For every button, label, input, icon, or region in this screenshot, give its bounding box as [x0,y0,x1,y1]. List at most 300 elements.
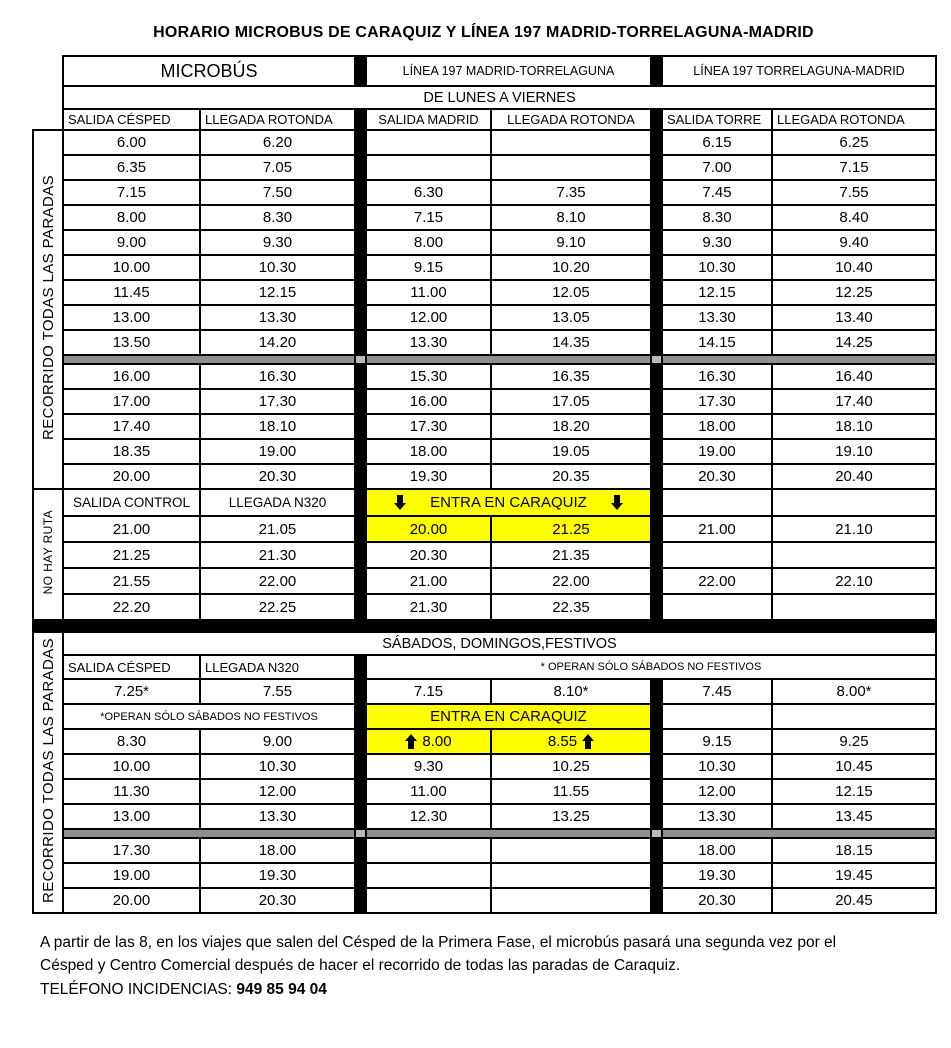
column-separator [355,704,366,729]
time-cell: 17.40 [63,414,200,439]
side-label-no-route [33,489,63,620]
table-row [33,594,936,620]
time-cell: 13.25 [491,804,651,829]
time-cell: 19.45 [772,863,936,888]
time-cell: 21.10 [772,516,936,542]
table-row [33,414,936,439]
table-row [33,364,936,389]
time-cell: 18.00 [366,439,491,464]
time-cell [491,863,651,888]
time-cell: 12.00 [366,305,491,330]
time-cell: 10.20 [491,255,651,280]
time-cell: 10.30 [200,754,355,779]
time-cell: 12.30 [366,804,491,829]
time-cell: 9.15 [662,729,772,754]
time-cell: 6.30 [366,180,491,205]
column-separator [355,729,366,754]
time-cell: 17.40 [772,389,936,414]
time-cell: 22.00 [662,568,772,594]
time-cell: 10.45 [772,754,936,779]
time-cell: 16.30 [662,364,772,389]
gap-row [662,355,936,364]
gap-row [366,829,651,838]
column-separator [355,679,366,704]
time-cell [662,542,772,568]
highlight-time-cell [491,729,651,754]
time-cell: 17.30 [662,389,772,414]
column-separator [651,516,662,542]
time-cell: 13.00 [63,305,200,330]
time-cell: 21.30 [366,594,491,620]
footer-note [40,931,951,1001]
header-linea-madrid-torrelaguna: LÍNEA 197 MADRID-TORRELAGUNA [366,56,651,86]
column-separator [651,568,662,594]
operan-note-left: *OPERAN SÓLO SÁBADOS NO FESTIVOS [63,704,355,729]
time-cell: 7.15 [63,180,200,205]
time-cell: 21.55 [63,568,200,594]
column-separator [651,754,662,779]
time-cell: 11.00 [366,280,491,305]
table-row [33,280,936,305]
table-row [33,130,936,155]
footer-phone [40,978,951,1001]
column-separator [355,888,366,913]
side-label-weekday [33,130,63,489]
table-row [33,863,936,888]
time-cell: 8.10 [491,205,651,230]
time-cell: 12.00 [662,779,772,804]
column-separator [651,389,662,414]
gap-row [63,829,355,838]
col-header-llegada-rotonda: LLEGADA ROTONDA [200,109,355,130]
column-separator [651,464,662,489]
table-row [33,838,936,863]
column-separator [355,439,366,464]
time-cell: 17.30 [366,414,491,439]
time-cell: 7.00 [662,155,772,180]
time-cell: 14.15 [662,330,772,355]
time-cell: 6.35 [63,155,200,180]
time-cell: 7.15 [366,679,491,704]
time-cell: 18.10 [200,414,355,439]
time-cell: 9.00 [63,230,200,255]
time-cell: 11.00 [366,779,491,804]
time-cell: 18.35 [63,439,200,464]
time-cell [491,130,651,155]
table-row [33,155,936,180]
time-cell: 8.00 [63,205,200,230]
cell-text: 8.55 [547,733,578,750]
time-cell: 19.30 [200,863,355,888]
time-cell: 18.10 [772,414,936,439]
column-separator [651,704,662,729]
col-header-llegada-rotonda: LLEGADA ROTONDA [491,109,651,130]
timetable-body [33,56,936,913]
side-label-text: RECORRIDO TODAS LAS PARADAS [39,174,57,441]
col-header-salida-torre: SALIDA TORRE [662,109,772,130]
time-cell: 20.30 [662,888,772,913]
col-header-llegada-n320: LLEGADA N320 [200,489,355,516]
time-cell: 21.35 [491,542,651,568]
column-separator [651,414,662,439]
col-header-llegada-n320: LLEGADA N320 [200,655,355,679]
col-header-salida-madrid: SALIDA MADRID [366,109,491,130]
time-cell: 20.40 [772,464,936,489]
column-separator [651,155,662,180]
time-cell: 13.30 [662,305,772,330]
column-separator [355,838,366,863]
section-divider [33,620,936,632]
time-cell: 13.30 [200,804,355,829]
column-separator [355,255,366,280]
column-separator [651,679,662,704]
column-separator [355,594,366,620]
highlight-time-cell: 21.25 [491,516,651,542]
column-separator [651,804,662,829]
time-cell: 16.30 [200,364,355,389]
time-cell: 8.00* [772,679,936,704]
table-row [33,86,936,109]
column-separator [355,280,366,305]
time-cell: 16.00 [366,389,491,414]
table-row [33,255,936,280]
time-cell: 9.30 [662,230,772,255]
arrow-up-icon [582,734,594,749]
cell-content [492,733,650,750]
time-cell: 20.30 [366,542,491,568]
table-row [33,779,936,804]
time-cell: 22.00 [491,568,651,594]
time-cell: 6.20 [200,130,355,155]
phone-number: 949 85 94 04 [236,980,327,998]
time-cell: 10.40 [772,255,936,280]
column-separator [651,305,662,330]
time-cell: 9.10 [491,230,651,255]
table-row [33,754,936,779]
time-cell: 7.15 [772,155,936,180]
time-cell: 18.00 [662,838,772,863]
table-row [33,464,936,489]
entra-caraquiz-header: ENTRA EN CARAQUIZ [366,704,651,729]
time-cell [772,704,936,729]
time-cell: 7.15 [366,205,491,230]
time-cell: 8.00 [366,230,491,255]
time-cell: 7.55 [200,679,355,704]
time-cell: 9.00 [200,729,355,754]
table-row [33,632,936,655]
time-cell: 13.45 [772,804,936,829]
column-separator [651,439,662,464]
table-row [33,729,936,754]
cell-text: ENTRA EN CARAQUIZ [430,494,587,511]
time-cell: 20.30 [200,464,355,489]
cell-content [367,494,650,511]
operan-note-right: * OPERAN SÓLO SÁBADOS NO FESTIVOS [366,655,936,679]
time-cell: 17.30 [200,389,355,414]
time-cell: 16.40 [772,364,936,389]
time-cell: 7.55 [772,180,936,205]
table-row [33,704,936,729]
column-separator [651,180,662,205]
col-header-llegada-rotonda: LLEGADA ROTONDA [772,109,936,130]
time-cell: 6.00 [63,130,200,155]
gap-row [366,355,651,364]
time-cell: 19.10 [772,439,936,464]
table-row [33,542,936,568]
entra-caraquiz-header [366,489,651,516]
highlight-time-cell: 20.00 [366,516,491,542]
column-separator [355,516,366,542]
arrow-down-icon [394,495,406,510]
time-cell [366,888,491,913]
gap-row [662,829,936,838]
time-cell: 7.45 [662,679,772,704]
time-cell: 19.30 [366,464,491,489]
footer-line1: A partir de las 8, en los viajes que salen del Césped de la Primera Fase, el microbús pasará una segunda vez por el [40,934,837,951]
table-row [33,439,936,464]
column-separator [651,594,662,620]
gap-row [63,355,355,364]
time-cell: 13.30 [366,330,491,355]
time-cell: 21.30 [200,542,355,568]
table-row [33,655,936,679]
column-separator [355,330,366,355]
time-cell: 7.25* [63,679,200,704]
time-cell: 14.35 [491,330,651,355]
table-row [33,389,936,414]
time-cell: 12.15 [200,280,355,305]
column-separator [355,542,366,568]
time-cell: 13.30 [662,804,772,829]
table-row [33,516,936,542]
time-cell: 9.30 [200,230,355,255]
time-cell: 10.30 [662,255,772,280]
time-cell: 22.10 [772,568,936,594]
time-cell [772,594,936,620]
column-separator [355,305,366,330]
time-cell: 8.30 [662,205,772,230]
time-cell: 22.20 [63,594,200,620]
column-separator [355,779,366,804]
time-cell: 20.30 [662,464,772,489]
col-header-salida-cesped: SALIDA CÉSPED [63,109,200,130]
column-separator [651,205,662,230]
time-cell [772,489,936,516]
column-separator [651,56,662,86]
column-separator [651,729,662,754]
table-row [33,56,936,86]
time-cell: 13.40 [772,305,936,330]
time-cell: 21.05 [200,516,355,542]
column-separator [651,330,662,355]
column-separator [355,568,366,594]
column-separator [651,130,662,155]
time-cell: 19.00 [63,863,200,888]
table-row [33,230,936,255]
column-separator [355,230,366,255]
column-separator [355,364,366,389]
time-cell: 13.30 [200,305,355,330]
time-cell: 6.15 [662,130,772,155]
table-row [33,305,936,330]
column-separator [651,255,662,280]
time-cell: 18.20 [491,414,651,439]
column-separator [355,464,366,489]
side-label-weekend [33,632,63,913]
time-cell: 11.55 [491,779,651,804]
column-separator [355,205,366,230]
column-separator [651,838,662,863]
time-cell: 13.05 [491,305,651,330]
phone-label: TELÉFONO INCIDENCIAS: [40,980,233,998]
side-label-text: RECORRIDO TODAS LAS PARADAS [39,637,57,904]
time-cell: 12.05 [491,280,651,305]
time-cell: 18.15 [772,838,936,863]
column-separator [355,109,366,130]
time-cell: 21.00 [662,516,772,542]
time-cell: 7.50 [200,180,355,205]
time-cell: 19.00 [662,439,772,464]
table-row [33,355,936,364]
time-cell: 10.25 [491,754,651,779]
weekend-banner: SÁBADOS, DOMINGOS,FESTIVOS [63,632,936,655]
time-cell [366,838,491,863]
time-cell: 20.45 [772,888,936,913]
page-title: HORARIO MICROBUS DE CARAQUIZ Y LÍNEA 197 MADRID-TORRELAGUNA-MADRID [153,24,814,41]
time-cell: 9.15 [366,255,491,280]
time-cell: 7.35 [491,180,651,205]
time-cell: 9.40 [772,230,936,255]
time-cell: 22.25 [200,594,355,620]
table-row [33,829,936,838]
gap-row [355,829,366,838]
time-cell: 19.05 [491,439,651,464]
column-separator [355,414,366,439]
time-cell: 12.15 [662,280,772,305]
col-header-salida-cesped: SALIDA CÉSPED [63,655,200,679]
time-cell: 14.20 [200,330,355,355]
time-cell: 20.00 [63,464,200,489]
time-cell: 19.30 [662,863,772,888]
timetable [32,55,937,914]
time-cell: 16.35 [491,364,651,389]
time-cell: 10.30 [200,255,355,280]
time-cell: 21.00 [366,568,491,594]
time-cell: 10.00 [63,255,200,280]
time-cell: 11.45 [63,280,200,305]
corner-spacer [33,56,63,86]
column-separator [355,754,366,779]
time-cell: 10.00 [63,754,200,779]
table-row [33,679,936,704]
time-cell: 17.00 [63,389,200,414]
column-separator [355,56,366,86]
table-row [33,804,936,829]
time-cell: 16.00 [63,364,200,389]
table-row [33,620,936,632]
time-cell: 12.15 [772,779,936,804]
time-cell [662,704,772,729]
col-header-salida-control: SALIDA CONTROL [63,489,200,516]
time-cell: 6.25 [772,130,936,155]
time-cell: 15.30 [366,364,491,389]
column-separator [355,489,366,516]
time-cell [366,155,491,180]
arrow-down-icon [611,495,623,510]
column-separator [651,280,662,305]
time-cell: 21.00 [63,516,200,542]
column-separator [355,389,366,414]
header-linea-torrelaguna-madrid: LÍNEA 197 TORRELAGUNA-MADRID [662,56,936,86]
arrow-up-icon [405,734,417,749]
time-cell [366,863,491,888]
time-cell: 13.00 [63,804,200,829]
time-cell [491,888,651,913]
column-separator [355,655,366,679]
time-cell: 17.05 [491,389,651,414]
time-cell: 17.30 [63,838,200,863]
time-cell: 12.00 [200,779,355,804]
time-cell: 18.00 [662,414,772,439]
header-microbus: MICROBÚS [63,56,355,86]
column-separator [651,109,662,130]
cell-text: 8.00 [422,733,452,750]
column-separator [651,779,662,804]
time-cell [662,594,772,620]
column-separator [651,364,662,389]
time-cell: 9.30 [366,754,491,779]
time-cell: 13.50 [63,330,200,355]
time-cell: 20.35 [491,464,651,489]
table-row [33,180,936,205]
time-cell: 12.25 [772,280,936,305]
time-cell: 8.30 [200,205,355,230]
time-cell: 8.40 [772,205,936,230]
table-row [33,568,936,594]
column-separator [651,863,662,888]
time-cell: 7.45 [662,180,772,205]
time-cell: 8.10* [491,679,651,704]
side-label-text: NO HAY RUTA [41,510,55,595]
table-row [33,330,936,355]
time-cell [491,155,651,180]
column-separator [651,489,662,516]
table-row [33,205,936,230]
spacer [33,109,63,130]
time-cell [662,489,772,516]
time-cell [772,542,936,568]
column-separator [355,180,366,205]
table-row [33,489,936,516]
column-separator [651,230,662,255]
time-cell: 22.35 [491,594,651,620]
time-cell: 20.00 [63,888,200,913]
column-separator [355,155,366,180]
gap-row [651,355,662,364]
cell-content [367,733,490,750]
time-cell: 19.00 [200,439,355,464]
column-separator [651,888,662,913]
spacer [33,86,63,109]
column-separator [355,804,366,829]
time-cell: 8.30 [63,729,200,754]
time-cell: 10.30 [662,754,772,779]
column-separator [355,130,366,155]
footer-line2: Césped y Centro Comercial después de hacer el recorrido de todas las paradas de Caraquiz. [40,957,681,975]
weekday-banner: DE LUNES A VIERNES [63,86,936,109]
column-separator [651,542,662,568]
time-cell: 20.30 [200,888,355,913]
